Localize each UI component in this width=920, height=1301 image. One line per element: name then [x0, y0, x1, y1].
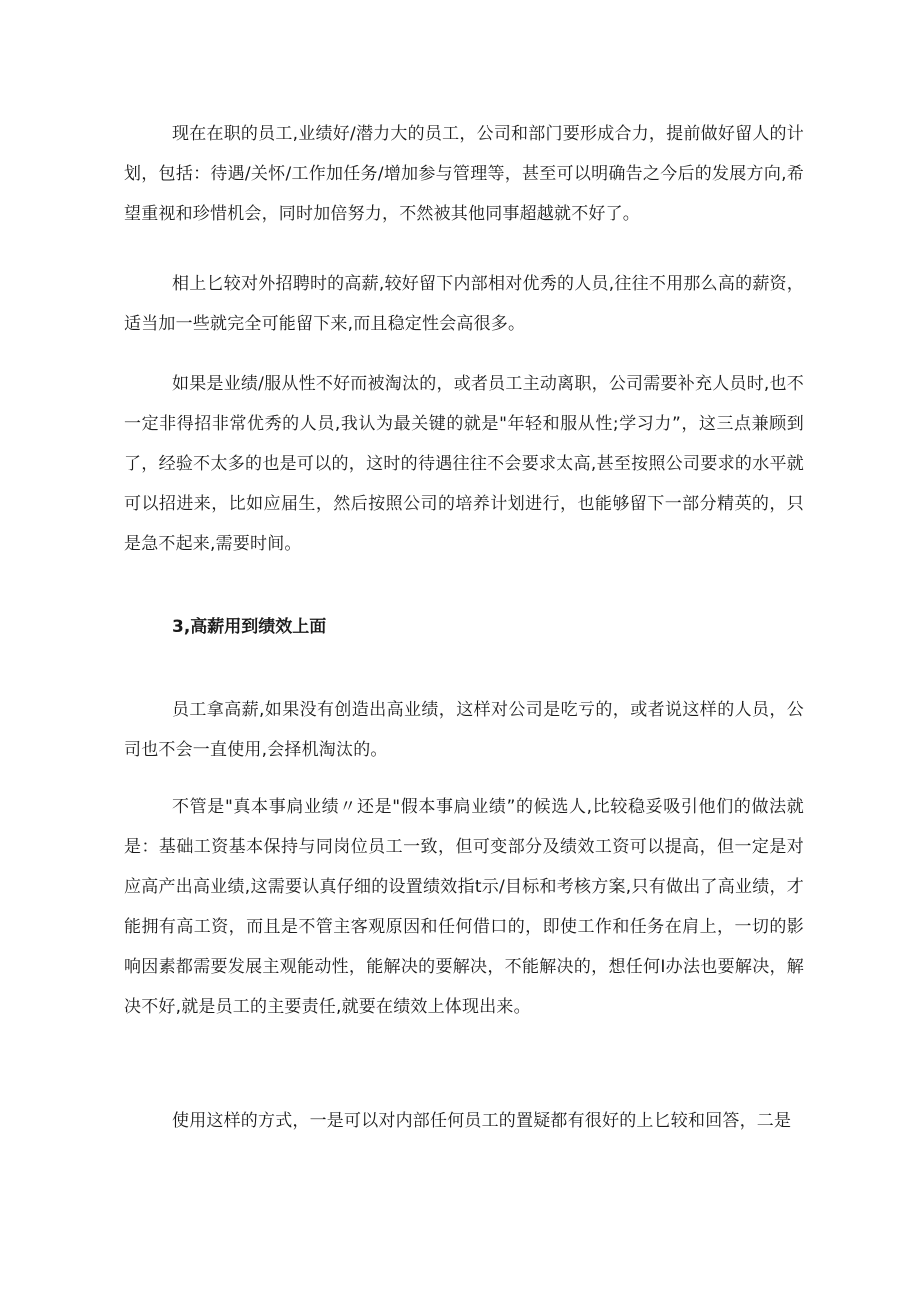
section-heading: 3,高薪用到绩效上面 [172, 617, 327, 637]
paragraph-replacement-hiring: 如果是业绩/服从性不好而被淘汰的，或者员工主动离职，公司需要补充人员时,也不一定非得招非常优秀的人员,我认为最关键的就是"年轻和服从性;学习力”，这三点兼顾到了，经验不太多的也是可以的，这时的待遇往往不会要求太高,甚至按照公司要求的水平就可以招进来，比如应届生，然后按照公司的培养计划进行，也能够留下一部分精英的，只是急不起来,需要时间。 [124, 374, 804, 554]
paragraph-benefits-of-approach: 使用这样的方式，一是可以对内部任何员工的置疑都有很好的上匕较和回答，二是 [172, 1111, 792, 1131]
paragraph-high-pay-high-performance: 员工拿高薪,如果没有创造出高业绩，这样对公司是吃亏的，或者说这样的人员，公司也不会一直使用,会择机淘汰的。 [124, 700, 804, 760]
paragraph-internal-vs-external-salary: 相上匕较对外招聘时的高薪,较好留下内部相对优秀的人员,往往不用那么高的薪资，适当加一些就完全可能留下来,而且稳定性会高很多。 [124, 274, 804, 334]
paragraph-retain-top-performers: 现在在职的员工,业绩好/潜力大的员工，公司和部门要形成合力，提前做好留人的计划，包括：待遇/关怀/工作加任务/增加参与管理等，甚至可以明确告之今后的发展方向,希望重视和珍惜机会，同时加倍努力，不然被其他同事超越就不好了。 [124, 124, 804, 224]
paragraph-performance-pay-structure: 不管是"真本事扃业绩〃还是"假本事扃业绩”的候选人,比较稳妥吸引他们的做法就是：基础工资基本保持与同岗位员工一致，但可变部分及绩效工资可以提高，但一定是对应高产出高业绩,这需要认真仔细的设置绩效指t示/目标和考核方案,只有做出了高业绩，才能拥有高工资，而且是不管主客观原因和任何借口的，即使工作和任务在肩上，一切的影响因素都需要发展主观能动性，能解决的要解决，不能解决的，想任何Ⅰ办法也要解决，解决不好,就是员工的主要责任,就要在绩效上体现出来。 [124, 797, 804, 1017]
